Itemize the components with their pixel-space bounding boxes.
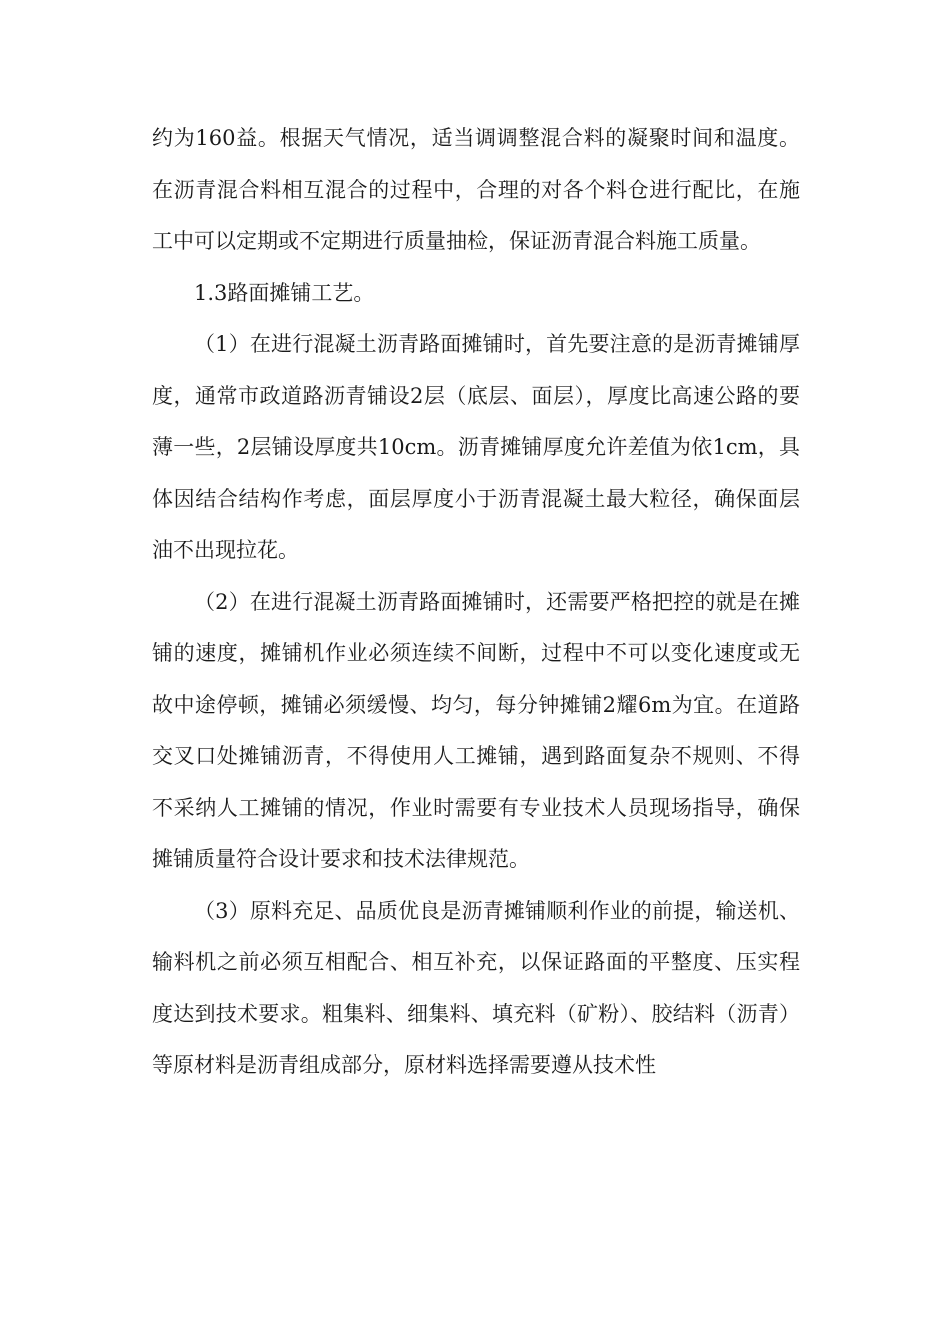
paragraph-mix-control: 约为160益。根据天气情况，适当调调整混合料的凝聚时间和温度。在沥青混合料相互混合的过程中，合理的对各个料仓进行配比，在施工中可以定期或不定期进行质量抽检，保证沥青混合料施工质量。 — [152, 126, 800, 253]
paragraph-paving-speed: （2）在进行混凝土沥青路面摊铺时，还需要严格把控的就是在摊铺的速度，摊铺机作业必须连续不间断，过程中不可以变化速度或无故中途停顿，摊铺必须缓慢、均匀，每分钟摊铺2耀6m为宜。在道路交叉口处摊铺沥青，不得使用人工摊铺，遇到路面复杂不规则、不得不采纳人工摊铺的情况，作业时需要有专业技术人员现场指导，确保摊铺质量符合设计要求和技术法律规范。 — [152, 589, 800, 871]
document-body — [152, 113, 800, 1092]
section-heading-paving-process: 1.3路面摊铺工艺。 — [194, 280, 375, 305]
paragraph-raw-materials: （3）原料充足、品质优良是沥青摊铺顺利作业的前提，输送机、输料机之前必须互相配合、相互补充，以保证路面的平整度、压实程度达到技术要求。粗集料、细集料、填充料（矿粉）、胶结料（沥青）等原材料是沥青组成部分，原材料选择需要遵从技术性 — [152, 898, 800, 1077]
paragraph-paving-thickness: （1）在进行混凝土沥青路面摊铺时，首先要注意的是沥青摊铺厚度，通常市政道路沥青铺设2层（底层、面层），厚度比高速公路的要薄一些，2层铺设厚度共10cm。沥青摊铺厚度允许差值为依1cm，具体因结合结构作考虑，面层厚度小于沥青混凝土最大粒径，确保面层油不出现拉花。 — [152, 332, 800, 562]
